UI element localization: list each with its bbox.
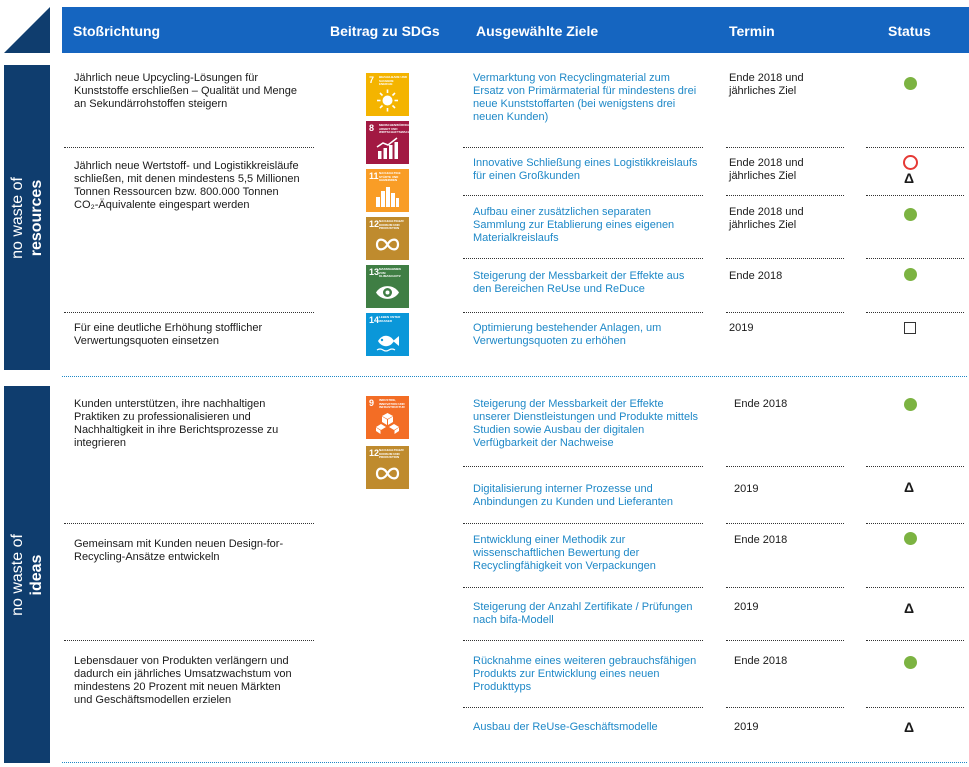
goal-separator [463, 147, 703, 148]
goal-text: Innovative Schließung eines Logistikkreislaufs für einen Großkunden [473, 157, 698, 182]
strategy-text: Lebensdauer von Produkten verlängern und dadurch ein jährliches Umsatzwachstum von mindestens 20 Prozent mit neuen Märkten und Geschäftsmodellen erzielen [74, 655, 292, 706]
goal-separator [463, 587, 703, 588]
status-separator [866, 466, 964, 467]
termin-text: Ende 2018 [734, 534, 788, 546]
section-separator [62, 376, 967, 377]
termin-separator [726, 312, 844, 313]
termin-separator [726, 523, 844, 524]
infinity-icon [375, 462, 400, 485]
status-separator [866, 707, 964, 708]
sdg-11-tile: 11 NACHHALTIGE STÄDTE UND GEMEINDEN [366, 169, 409, 212]
status-separator [866, 587, 964, 588]
status-separator [866, 640, 964, 641]
status-triangle-icon: Δ [904, 170, 915, 186]
status-separator [866, 312, 964, 313]
header-strategy: Stoßrichtung [73, 23, 161, 39]
header-status: Status [888, 23, 931, 39]
termin-separator [726, 707, 844, 708]
strategy-separator [64, 523, 314, 524]
termin-separator [726, 466, 844, 467]
sdg-9-tile: 9 INDUSTRIE, INNOVATION UND INFRASTRUKTUR [366, 396, 409, 439]
strategy-separator [64, 640, 314, 641]
sdg-12-tile: 12 NACHHALTIGE/R KONSUM UND PRODUKTION [366, 217, 409, 260]
termin-text: Ende 2018 [729, 270, 783, 282]
goal-separator [463, 312, 703, 313]
goal-separator [463, 195, 703, 196]
status-green-dot-icon [904, 398, 917, 411]
sdg-7-tile: 7 BEZAHLBARE UND SAUBERE ENERGIE [366, 73, 409, 116]
termin-text: 2019 [734, 721, 759, 733]
bar-chart-icon [375, 137, 400, 160]
termin-separator [726, 640, 844, 641]
goal-text: Vermarktung von Recyclingmaterial zum Ersatz von Primärmaterial für mindestens drei neue Kunststoffarten (bei wenigstens drei neuen Kunden) [473, 72, 697, 123]
status-square-icon [904, 322, 916, 334]
eye-icon [375, 281, 400, 304]
termin-text: Ende 2018 [734, 398, 788, 410]
termin-text: Ende 2018 und jährliches Ziel [729, 206, 804, 231]
termin-text: 2019 [729, 322, 754, 334]
goal-separator [463, 523, 703, 524]
status-green-dot-icon [904, 208, 917, 221]
goal-separator [463, 466, 703, 467]
goal-text: Optimierung bestehender Anlagen, um Verwertungsquoten zu erhöhen [473, 322, 662, 347]
termin-text: Ende 2018 und jährliches Ziel [729, 72, 804, 97]
sdg-14-tile: 14 LEBEN UNTER WASSER [366, 313, 409, 356]
status-triangle-icon: Δ [904, 479, 915, 495]
goal-text: Ausbau der ReUse-Geschäftsmodelle [473, 721, 658, 733]
termin-text: 2019 [734, 601, 759, 613]
goal-text: Rücknahme eines weiteren gebrauchsfähigen Produkts zur Entwicklung eines neuen Produkttyps [473, 655, 697, 693]
status-green-dot-icon [904, 77, 917, 90]
status-triangle-icon: Δ [904, 719, 915, 735]
termin-separator [726, 195, 844, 196]
status-separator [866, 258, 964, 259]
termin-text: 2019 [734, 483, 759, 495]
status-green-dot-icon [904, 268, 917, 281]
goal-separator [463, 707, 703, 708]
table-header [62, 7, 969, 53]
goal-text: Aufbau einer zusätzlichen separaten Sammlung zur Etablierung eines eigenen Materialkreislaufs [473, 206, 675, 244]
termin-text: Ende 2018 und jährliches Ziel [729, 157, 804, 182]
goal-separator [463, 640, 703, 641]
goal-separator [463, 258, 703, 259]
status-green-dot-icon [904, 656, 917, 669]
city-icon [375, 185, 400, 208]
status-separator [866, 195, 964, 196]
section-label-resources: no waste of resources [4, 65, 50, 370]
infinity-icon [375, 233, 400, 256]
header-sdgs: Beitrag zu SDGs [330, 23, 440, 39]
goal-text: Digitalisierung interner Prozesse und Anbindungen zu Kunden und Lieferanten [473, 483, 674, 508]
section-label-ideas: no waste of ideas [4, 386, 50, 763]
strategy-separator [64, 147, 314, 148]
status-separator [866, 147, 964, 148]
corner-triangle-icon [4, 7, 50, 53]
section-separator [62, 762, 967, 763]
termin-text: Ende 2018 [734, 655, 788, 667]
strategy-text: Kunden unterstützen, ihre nachhaltigen Praktiken zu professionalisieren und Nachhaltigkeit in ihre Berichtsprozesse zu integrieren [74, 398, 279, 449]
sdg-13-tile: 13 MASSNAHMEN ZUM KLIMASCHUTZ [366, 265, 409, 308]
header-termin: Termin [729, 23, 775, 39]
strategy-separator [64, 312, 314, 313]
status-red-circle-icon [903, 155, 918, 170]
strategy-text: Jährlich neue Upcycling-Lösungen für Kunststoffe erschließen – Qualität und Menge an Sekundärrohstoffen steigern [74, 72, 297, 110]
status-separator [866, 523, 964, 524]
goal-text: Steigerung der Messbarkeit der Effekte aus den Bereichen ReUse und ReDuce [473, 270, 685, 295]
termin-separator [726, 258, 844, 259]
status-green-dot-icon [904, 532, 917, 545]
termin-separator [726, 587, 844, 588]
sdg-12-tile: 12 NACHHALTIGE/R KONSUM UND PRODUKTION [366, 446, 409, 489]
cubes-icon [375, 412, 400, 435]
strategy-text: Jährlich neue Wertstoff- und Logistikkreisläufe schließen, mit denen mindestens 5,5 Millionen Tonnen Ressourcen bzw. 800.000 Tonnen CO₂-Äquivalente eingespart werden [74, 160, 300, 211]
strategy-text: Gemeinsam mit Kunden neuen Design-for-Recycling-Ansätze entwickeln [74, 538, 284, 563]
sun-icon [375, 89, 400, 112]
goal-text: Steigerung der Messbarkeit der Effekte unserer Dienstleistungen und Produkte mittels Studien sowie Ausbau der digitalen Verfügbarkeit der Nachweise [473, 398, 699, 449]
goal-text: Entwicklung einer Methodik zur wissenschaftlichen Bewertung der Recyclingfähigkeit von Verpackungen [473, 534, 656, 572]
sdg-8-tile: 8 MENSCHENWÜRDIGE ARBEIT UND WIRTSCHAFTSWACHSTUM [366, 121, 409, 164]
termin-separator [726, 147, 844, 148]
header-goals: Ausgewählte Ziele [476, 23, 599, 39]
fish-icon [375, 329, 400, 352]
status-triangle-icon: Δ [904, 600, 915, 616]
goal-text: Steigerung der Anzahl Zertifikate / Prüfungen nach bifa-Modell [473, 601, 693, 626]
strategy-text: Für eine deutliche Erhöhung stofflicher Verwertungsquoten einsetzen [74, 322, 263, 347]
